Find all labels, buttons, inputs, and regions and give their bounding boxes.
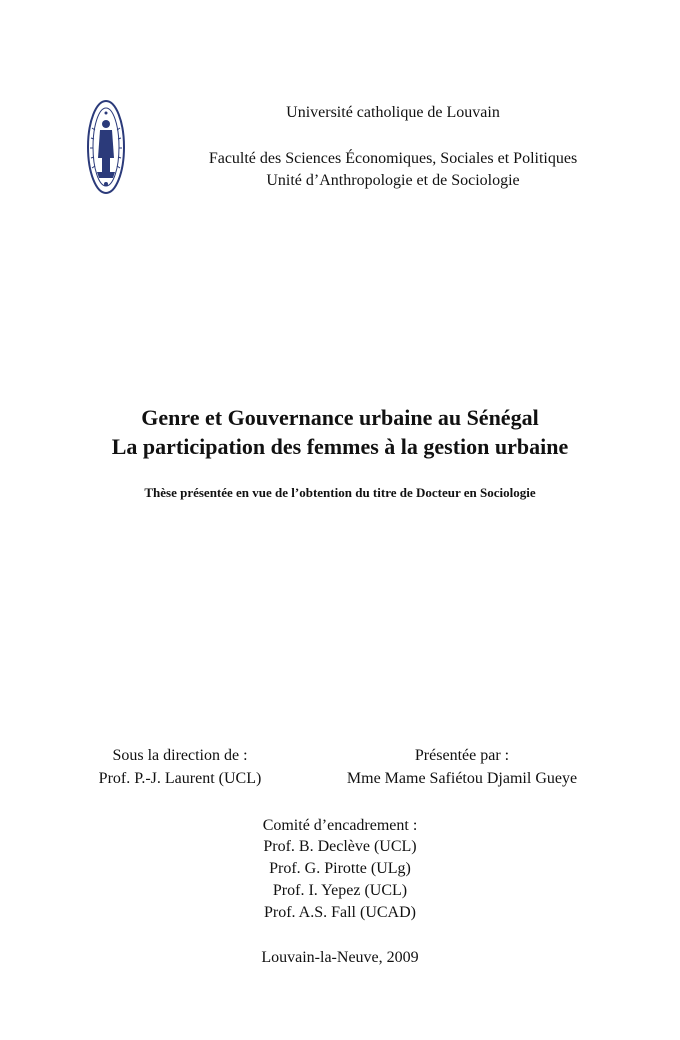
- author-name: Mme Mame Safiétou Djamil Gueye: [346, 770, 578, 787]
- unit-name: Unité d’Anthropologie et de Sociologie: [266, 172, 520, 189]
- director-name: Prof. P.-J. Laurent (UCL): [98, 770, 262, 787]
- direction-label: Sous la direction de :: [112, 747, 248, 764]
- presented-label: Présentée par :: [414, 747, 510, 764]
- committee-member: Prof. B. Declève (UCL): [263, 838, 417, 855]
- committee-member: Prof. G. Pirotte (ULg): [269, 860, 411, 877]
- university-name: Université catholique de Louvain: [286, 104, 500, 121]
- committee-label: Comité d’encadrement :: [262, 817, 418, 834]
- university-seal-icon: [86, 98, 126, 196]
- thesis-title: Genre et Gouvernance urbaine au Sénégal: [141, 405, 539, 430]
- committee-member: Prof. I. Yepez (UCL): [272, 882, 408, 899]
- thesis-subtitle-line: La participation des femmes à la gestion urbaine: [111, 434, 569, 459]
- thesis-purpose: Thèse présentée en vue de l’obtention du titre de Docteur en Sociologie: [144, 485, 536, 500]
- faculty-name: Faculté des Sciences Économiques, Sociales et Politiques: [208, 150, 578, 167]
- place-date: Louvain-la-Neuve, 2009: [261, 949, 419, 966]
- committee-member: Prof. A.S. Fall (UCAD): [263, 904, 416, 921]
